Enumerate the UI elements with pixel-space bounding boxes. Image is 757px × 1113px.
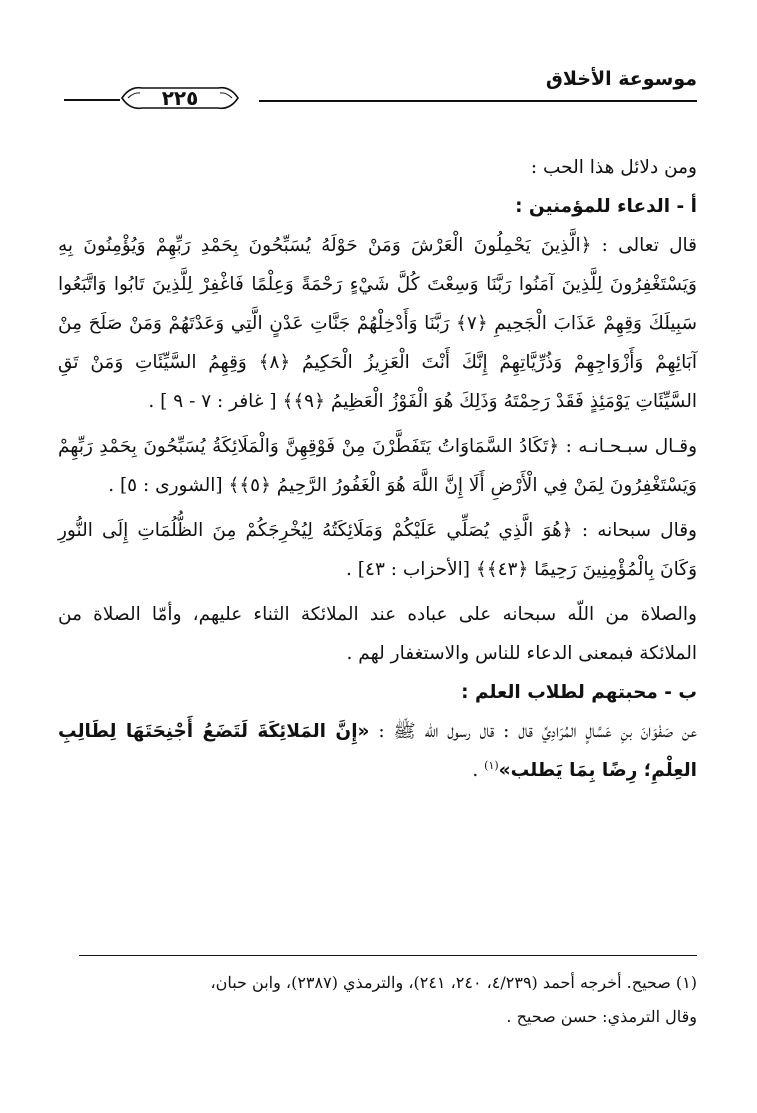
page-number-ornament <box>120 84 240 112</box>
hadith-lead: عن صَفْوَانَ بنِ عَسَّالٍ المُرَادِيِّ قال : قال رسول اللّه ﷺ : <box>369 721 697 742</box>
book-title: موسوعة الأخلاق <box>545 68 697 90</box>
paragraph-salat-explanation: والصلاة من اللّه سبحانه على عباده عند الملائكة الثناء عليهم، وأمّا الصلاة من الملائكة فبمعنى الدعاء للناس والاستغفار لهم . <box>58 604 697 664</box>
verse-reference: [ غافر : ٧ - ٩ ] . <box>148 391 283 412</box>
paragraph-shura <box>58 427 697 505</box>
paragraph-hadith <box>58 712 697 790</box>
heading-a: أ - الدعاء للمؤمنين : <box>515 196 697 217</box>
hadith-text: «إِنَّ المَلائِكَةَ لَتَضَعُ أَجْنِحَتَهَا لِطَالِبِ العِلْمِ؛ رِضًا بِمَا يَطلب» <box>58 721 697 781</box>
verse-reference: [الشورى : ٥] . <box>108 475 229 496</box>
header-rule <box>259 100 697 102</box>
footnote-rule <box>79 955 697 956</box>
quran-verse: ﴿الَّذِينَ يَحْمِلُونَ الْعَرْشَ وَمَنْ حَوْلَهُ يُسَبِّحُونَ بِحَمْدِ رَبِّهِمْ وَيُؤْمِنُونَ بِهِ وَيَسْتَغْفِرُونَ لِلَّذِينَ آمَنُوا رَبَّنَا وَسِعْتَ كُلَّ شَيْءٍ رَحْمَةً وَعِلْمًا فَاغْفِرْ لِلَّذِينَ تَابُوا وَاتَّبَعُوا سَبِيلَكَ وَقِهِمْ عَذَابَ الْجَحِيمِ ﴿٧﴾ رَبَّنَا وَأَدْخِلْهُمْ جَنَّاتِ عَدْنٍ الَّتِي وَعَدْتَهُمْ وَمَنْ صَلَحَ مِنْ آبَائِهِمْ وَأَزْوَاجِهِمْ وَذُرِّيَّاتِهِمْ إِنَّكَ أَنْتَ الْعَزِيزُ الْحَكِيمُ ﴿٨﴾ وَقِهِمُ السَّيِّئَاتِ وَمَنْ تَقِ السَّيِّئَاتِ يَوْمَئِذٍ فَقَدْ رَحِمْتَهُ وَذَلِكَ هُوَ الْفَوْزُ الْعَظِيمُ ﴿٩﴾﴾ <box>58 235 697 412</box>
footnote <box>58 966 697 1034</box>
main-text <box>58 148 697 790</box>
verse-reference: [الأحزاب : ٤٣] . <box>346 559 476 580</box>
footnote-marker[interactable]: (١) <box>484 758 499 772</box>
paragraph-lead: وقال سبحانه : <box>572 520 697 541</box>
paragraph-lead: وقـال سبـحـانـه : <box>559 436 698 457</box>
paragraph-ahzab <box>58 511 697 589</box>
paragraph-lead: قال تعالى : <box>591 235 697 256</box>
heading-b: ب - محبتهم لطلاب العلم : <box>461 682 697 703</box>
footnote-line-1: (١) صحيح. أخرجه أحمد (٤/٢٣٩، ٢٤٠، ٢٤١)، والترمذي (٢٣٨٧)، وابن حبان، <box>210 973 697 992</box>
quran-verse: ﴿هُوَ الَّذِي يُصَلِّي عَلَيْكُمْ وَمَلَائِكَتُهُ لِيُخْرِجَكُمْ مِنَ الظُّلُمَاتِ إِلَى النُّورِ وَكَانَ بِالْمُؤْمِنِينَ رَحِيمًا ﴿٤٣﴾﴾ <box>58 520 697 580</box>
hadith-end: . <box>472 760 485 781</box>
quran-verse: ﴿تَكَادُ السَّمَاوَاتُ يَتَفَطَّرْنَ مِنْ فَوْقِهِنَّ وَالْمَلَائِكَةُ يُسَبِّحُونَ بِحَمْدِ رَبِّهِمْ وَيَسْتَغْفِرُونَ لِمَنْ فِي الْأَرْضِ أَلَا إِنَّ اللَّهَ هُوَ الْغَفُورُ الرَّحِيمُ ﴿٥﴾﴾ <box>58 436 697 496</box>
footnote-line-2: وقال الترمذي: حسن صحيح . <box>506 1007 697 1026</box>
header-left-rule <box>64 99 120 101</box>
paragraph-ghafir <box>58 226 697 421</box>
page-header <box>64 66 697 136</box>
intro-line: ومن دلائل هذا الحب : <box>530 157 697 178</box>
page-number: ٢٢٥ <box>161 86 199 110</box>
